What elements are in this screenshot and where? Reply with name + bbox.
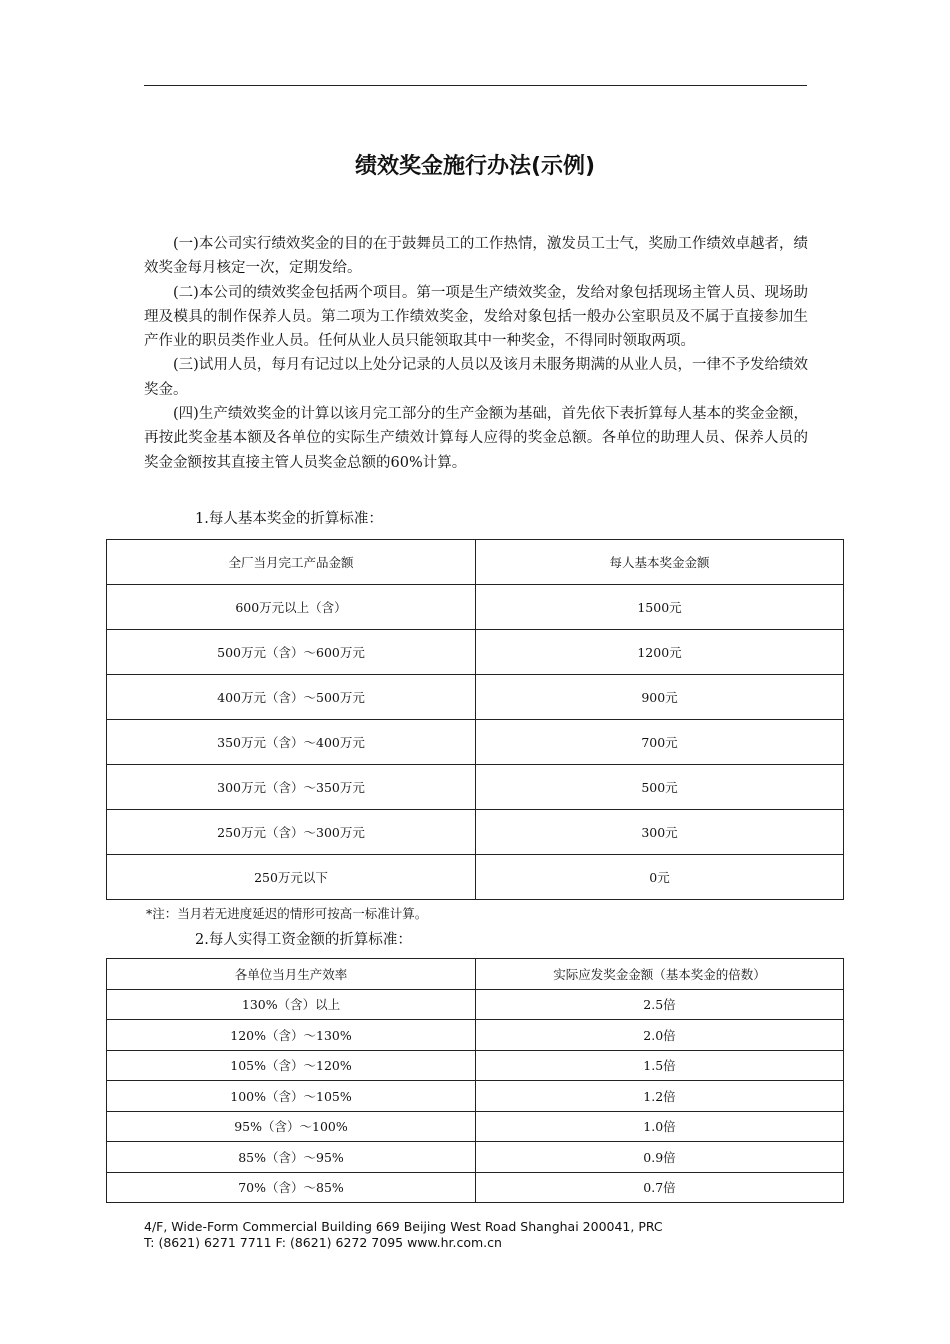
table-header-row	[107, 959, 844, 990]
page-footer	[144, 1219, 663, 1251]
footer-contact: T: (8621) 6271 7711 F: (8621) 6272 7095 www.hr.com.cn	[144, 1235, 502, 1250]
table-cell: 300万元（含）～350万元	[107, 765, 476, 810]
table-row	[107, 1020, 844, 1051]
table-row	[107, 630, 844, 675]
table-header-cell: 实际应发奖金金额（基本奖金的倍数）	[476, 959, 844, 990]
table-cell: 500万元（含）～600万元	[107, 630, 476, 675]
table-cell: 120%（含）～130%	[107, 1020, 476, 1051]
table-row	[107, 1142, 844, 1173]
section1-heading: 1.每人基本奖金的折算标准：	[195, 511, 383, 527]
table-row	[107, 1081, 844, 1112]
table-cell: 1.0倍	[476, 1111, 844, 1142]
table-cell: 350万元（含）～400万元	[107, 720, 476, 765]
table-row	[107, 810, 844, 855]
table-cell: 1.5倍	[476, 1050, 844, 1081]
paragraph-1: (一)本公司实行绩效奖金的目的在于鼓舞员工的工作热情，激发员工士气，奖励工作绩效卓越者，绩效奖金每月核定一次，定期发给。	[144, 236, 808, 277]
table-row	[107, 585, 844, 630]
section2-heading: 2.每人实得工资金额的折算标准：	[195, 932, 412, 948]
table-cell: 1200元	[476, 630, 844, 675]
table-row	[107, 855, 844, 900]
body-text	[144, 232, 808, 475]
table-row	[107, 989, 844, 1020]
table-cell: 95%（含）～100%	[107, 1111, 476, 1142]
header-rule	[144, 85, 807, 86]
table-cell: 300元	[476, 810, 844, 855]
table-header-cell: 全厂当月完工产品金额	[107, 540, 476, 585]
table-cell: 2.5倍	[476, 989, 844, 1020]
table-cell: 600万元以上（含）	[107, 585, 476, 630]
table-cell: 250万元以下	[107, 855, 476, 900]
table-cell: 100%（含）～105%	[107, 1081, 476, 1112]
table-cell: 1.2倍	[476, 1081, 844, 1112]
table-row	[107, 765, 844, 810]
table-cell: 1500元	[476, 585, 844, 630]
table-row	[107, 1111, 844, 1142]
table-cell: 400万元（含）～500万元	[107, 675, 476, 720]
table-header-row	[107, 540, 844, 585]
table-cell: 250万元（含）～300万元	[107, 810, 476, 855]
table-cell: 0.9倍	[476, 1142, 844, 1173]
table-cell: 130%（含）以上	[107, 989, 476, 1020]
table-row	[107, 1172, 844, 1203]
table-row	[107, 675, 844, 720]
table-header-cell: 各单位当月生产效率	[107, 959, 476, 990]
paragraph-3: (三)试用人员，每月有记过以上处分记录的人员以及该月未服务期满的从业人员，一律不予发给绩效奖金。	[144, 357, 808, 398]
table-cell: 900元	[476, 675, 844, 720]
table-cell: 0.7倍	[476, 1172, 844, 1203]
efficiency-multiplier-table	[106, 958, 844, 1203]
paragraph-2: (二)本公司的绩效奖金包括两个项目。第一项是生产绩效奖金，发给对象包括现场主管人员、现场助理及模具的制作保养人员。第二项为工作绩效奖金，发给对象包括一般办公室职员及不属于直接参加生产作业的职员类作业人员。任何从业人员只能领取其中一种奖金，不得同时领取两项。	[144, 284, 808, 350]
table-cell: 105%（含）～120%	[107, 1050, 476, 1081]
table-cell: 70%（含）～85%	[107, 1172, 476, 1203]
footer-address: 4/F, Wide-Form Commercial Building 669 Beijing West Road Shanghai 200041, PRC	[144, 1219, 663, 1234]
table-cell: 700元	[476, 720, 844, 765]
basic-bonus-table	[106, 539, 844, 900]
table-header-cell: 每人基本奖金金额	[476, 540, 844, 585]
table-cell: 500元	[476, 765, 844, 810]
table-note: *注：当月若无进度延迟的情形可按高一标准计算。	[146, 906, 428, 921]
table-row	[107, 1050, 844, 1081]
table-row	[107, 720, 844, 765]
table-cell: 2.0倍	[476, 1020, 844, 1051]
document-title: 绩效奖金施行办法(示例)	[354, 154, 596, 179]
table-cell: 85%（含）～95%	[107, 1142, 476, 1173]
paragraph-4: (四)生产绩效奖金的计算以该月完工部分的生产金额为基础，首先依下表折算每人基本的奖金金额，再按此奖金基本额及各单位的实际生产绩效计算每人应得的奖金总额。各单位的助理人员、保养人员的奖金金额按其直接主管人员奖金总额的60%计算。	[144, 406, 808, 471]
table-cell: 0元	[476, 855, 844, 900]
